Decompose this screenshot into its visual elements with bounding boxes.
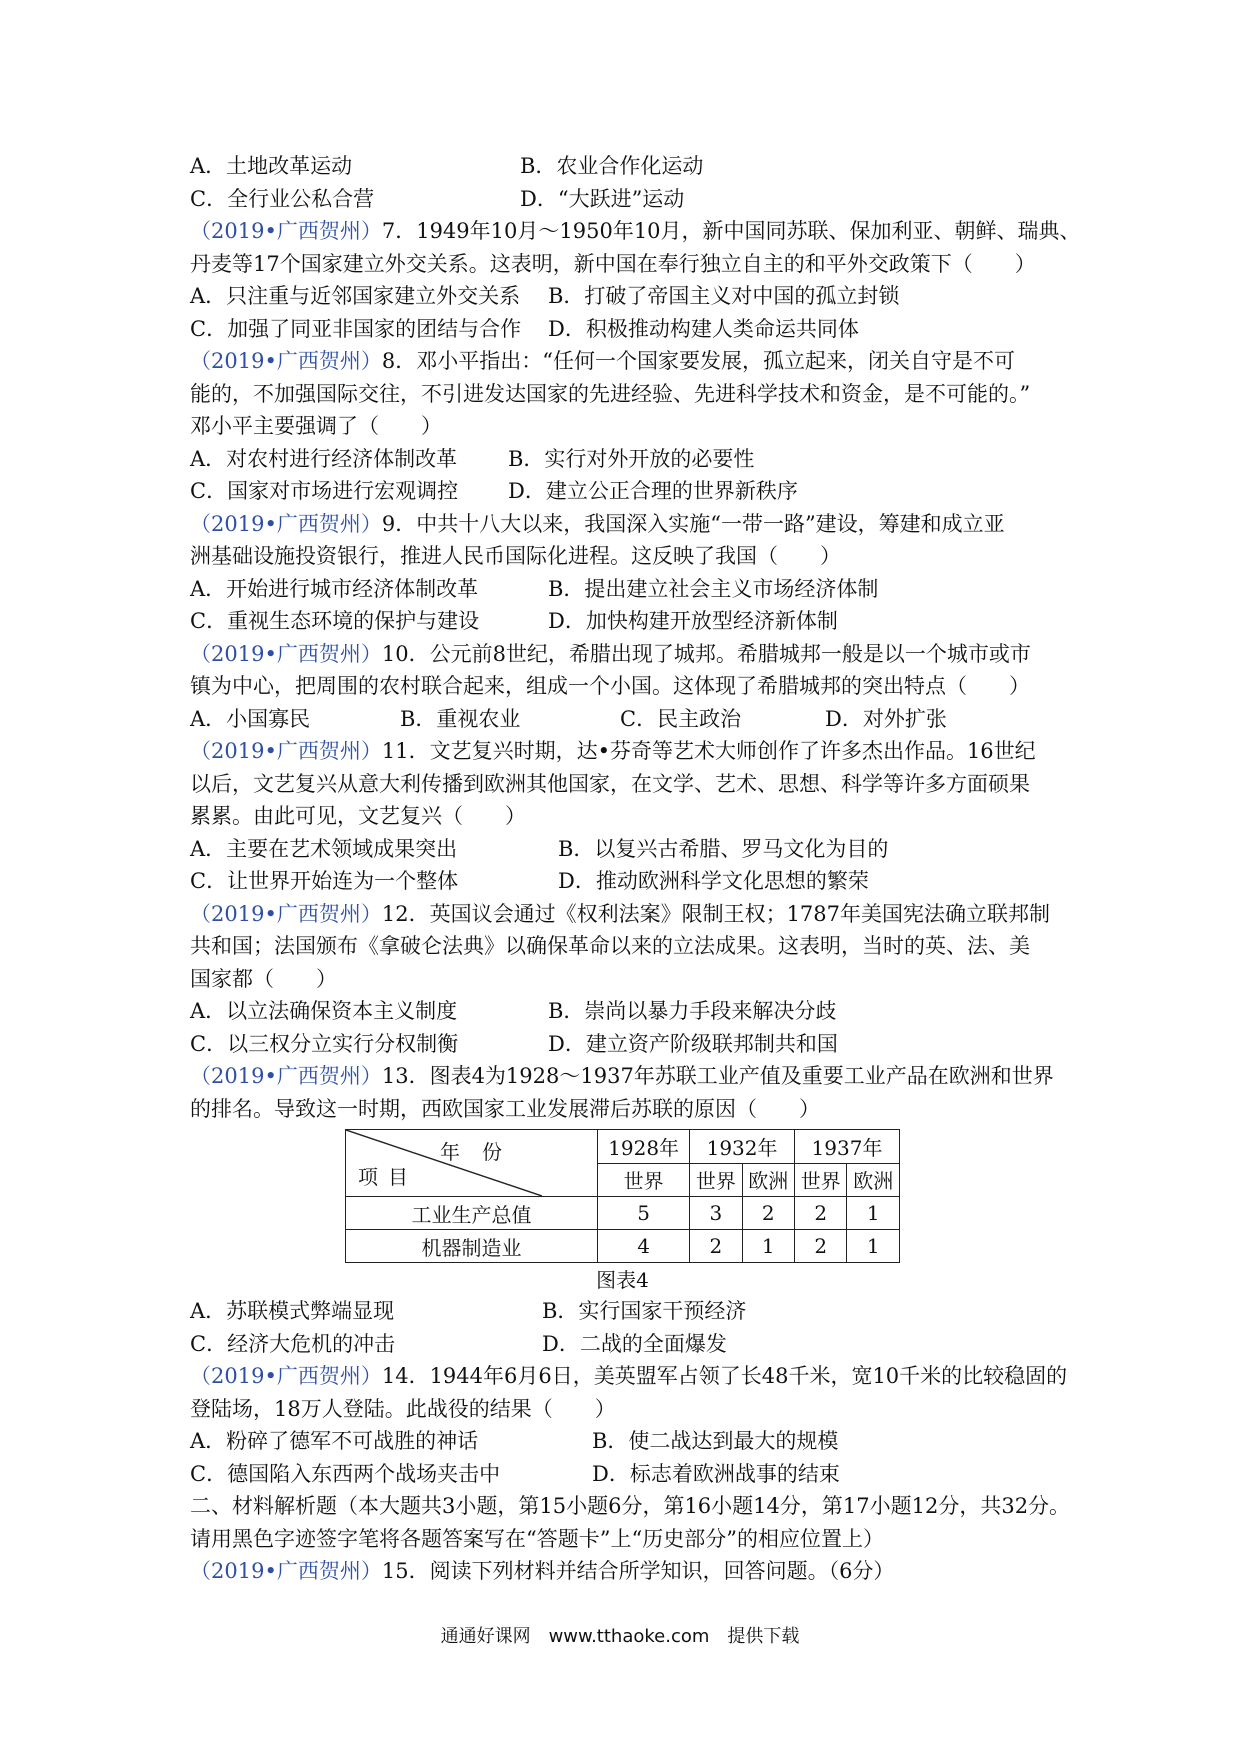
exam-page: [190, 150, 1081, 1588]
q8-stem-line1: [190, 345, 1062, 378]
q10-options-row: [190, 703, 1062, 736]
q13-option-d: D．二战的全面爆发: [542, 1331, 727, 1356]
q7-stem-line2: 丹麦等17个国家建立外交关系。这表明，新中国在奉行独立自主的和平外交政策下（ ）: [190, 251, 1036, 276]
q13-options-row1: [190, 1295, 1062, 1328]
q11-option-c: C．让世界开始连为一个整体: [190, 869, 459, 893]
q12-option-c: C．以三权分立实行分权制衡: [190, 1031, 459, 1056]
q6-options-row1: [190, 150, 1062, 183]
sub-header: 欧洲: [742, 1163, 794, 1197]
q12-source: （2019•广西贺州）: [190, 901, 382, 926]
table-row: [346, 1197, 900, 1230]
section2-heading-line2: 请用黑色字迹签字笔将各题答案写在“答题卡”上“历史部分”的相应位置上）: [190, 1526, 884, 1551]
table-cell: 3: [690, 1197, 742, 1230]
table-cell: 1: [742, 1230, 794, 1263]
table-cell: 2: [795, 1230, 847, 1263]
q10-option-b: B．重视农业: [400, 706, 521, 731]
q10-stem-line1: [190, 638, 1062, 671]
q8-option-c: C．国家对市场进行宏观调控: [190, 479, 459, 503]
table-cell: 2: [690, 1230, 742, 1263]
q14-options-row1: [190, 1425, 1062, 1458]
q11-option-a: A．主要在艺术领域成果突出: [190, 836, 458, 861]
q12-options-row1: [190, 995, 1062, 1028]
q9-options-row1: [190, 573, 1062, 606]
q12-stem-line3: 国家都（ ）: [190, 966, 337, 991]
row-label: 机器制造业: [346, 1230, 598, 1263]
q9-options-row2: [190, 605, 1062, 638]
q11-option-b: B．以复兴古希腊、罗马文化为目的: [558, 836, 889, 861]
q7-option-c: C．加强了同亚非国家的团结与合作: [190, 316, 522, 341]
corner-header-year: 年份: [440, 1140, 524, 1164]
q12-option-a: A．以立法确保资本主义制度: [190, 999, 458, 1023]
q7-options-row2: [190, 313, 1062, 346]
q11-options-row2: [190, 865, 1062, 898]
year-header-1937: 1937年: [795, 1130, 900, 1164]
sub-header: 世界: [598, 1163, 690, 1197]
q15-source: （2019•广西贺州）: [190, 1559, 382, 1583]
q13-option-a: A．苏联模式弊端显现: [190, 1299, 395, 1323]
q10-option-a: A．小国寡民: [190, 706, 311, 731]
table-corner-cell: [346, 1130, 598, 1197]
q9-option-a: A．开始进行城市经济体制改革: [190, 576, 479, 601]
q12-option-d: D．建立资产阶级联邦制共和国: [548, 1031, 838, 1056]
q12-text1: 12．英国议会通过《权利法案》限制王权；1787年美国宪法确立联邦制: [381, 901, 1051, 926]
q8-source: （2019•广西贺州）: [190, 349, 382, 373]
q6-options-row2: [190, 183, 1062, 216]
chart-4-table: [345, 1129, 900, 1263]
q7-option-b: B．打破了帝国主义对中国的孤立封锁: [548, 284, 900, 308]
q14-option-d: D．标志着欧洲战事的结束: [592, 1461, 840, 1486]
q13-stem-line1: [190, 1060, 1062, 1093]
q7-source: （2019•广西贺州）: [190, 219, 382, 243]
q8-option-a: A．对农村进行经济体制改革: [190, 446, 458, 471]
q7-options-row1: [190, 280, 1062, 313]
year-header-1928: 1928年: [598, 1130, 690, 1164]
q14-option-b: B．使二战达到最大的规模: [592, 1429, 839, 1453]
table-cell: 5: [598, 1197, 690, 1230]
q8-option-b: B．实行对外开放的必要性: [508, 446, 755, 471]
q10-option-c: C．民主政治: [620, 706, 742, 731]
q13-stem-line2: 的排名。导致这一时期，西欧国家工业发展滞后苏联的原因（ ）: [190, 1096, 820, 1121]
q14-option-a: A．粉碎了德军不可战胜的神话: [190, 1429, 479, 1453]
sub-header: 世界: [690, 1163, 742, 1197]
q9-option-d: D．加快构建开放型经济新体制: [548, 609, 838, 633]
q11-source: （2019•广西贺州）: [190, 739, 382, 763]
sub-header: 世界: [795, 1163, 847, 1197]
q7-stem-line1: [190, 215, 1081, 248]
q9-stem-line2: 洲基础设施投资银行，推进人民币国际化进程。这反映了我国（ ）: [190, 544, 841, 568]
table-cell: 2: [795, 1197, 847, 1230]
q14-stem-line2: 登陆场，18万人登陆。此战役的结果（ ）: [190, 1396, 616, 1421]
q9-text1: 9．中共十八大以来，我国深入实施“一带一路”建设，筹建和成立亚: [381, 511, 1005, 536]
q11-option-d: D．推动欧洲科学文化思想的繁荣: [558, 869, 869, 893]
q11-stem-line2: 以后，文艺复兴从意大利传播到欧洲其他国家，在文学、艺术、思想、科学等许多方面硕果: [190, 771, 1030, 796]
q14-options-row2: [190, 1458, 1062, 1491]
table-cell: 1: [847, 1197, 900, 1230]
q10-text1: 10．公元前8世纪，希腊出现了城邦。希腊城邦一般是以一个城市或市: [381, 641, 1031, 666]
q8-stem-line3: 邓小平主要强调了（ ）: [190, 414, 442, 438]
sub-header: 欧洲: [847, 1163, 900, 1197]
corner-header-item: 项目: [358, 1165, 418, 1189]
q7-option-d: D．积极推动构建人类命运共同体: [548, 316, 859, 341]
q14-option-c: C．德国陷入东西两个战场夹击中: [190, 1461, 501, 1486]
q6-option-c: C．全行业公私合营: [190, 186, 375, 211]
table-row: [346, 1230, 900, 1263]
q12-option-b: B．崇尚以暴力手段来解决分歧: [548, 999, 837, 1023]
q11-text1: 11．文艺复兴时期，达•芬奇等艺术大师创作了许多杰出作品。16世纪: [381, 739, 1036, 763]
chart-4-table-wrap: [345, 1129, 900, 1295]
q12-options-row2: [190, 1028, 1062, 1061]
q8-options-row2: [190, 475, 1062, 508]
table-cell: 4: [598, 1230, 690, 1263]
table-cell: 1: [847, 1230, 900, 1263]
q12-stem-line2: 共和国；法国颁布《拿破仑法典》以确保革命以来的立法成果。这表明，当时的英、法、美: [190, 934, 1030, 958]
q14-text1: 14．1944年6月6日，美英盟军占领了长48千米，宽10千米的比较稳固的: [381, 1364, 1068, 1388]
q9-source: （2019•广西贺州）: [190, 511, 382, 536]
q8-text1: 8．邓小平指出：“任何一个国家要发展，孤立起来，闭关自守是不可: [381, 349, 1015, 373]
q7-option-a: A．只注重与近邻国家建立外交关系: [190, 284, 521, 308]
q6-option-b: B．农业合作化运动: [520, 154, 704, 178]
table-caption: 图表4: [596, 1268, 649, 1292]
q11-stem-line3: 累累。由此可见，文艺复兴（ ）: [190, 804, 526, 828]
q8-stem-line2: 能的，不加强国际交往，不引进发达国家的先进经验、先进科学技术和资金，是不可能的。”: [190, 381, 1031, 406]
q9-stem-line1: [190, 508, 1062, 541]
q9-option-c: C．重视生态环境的保护与建设: [190, 609, 480, 633]
q13-source: （2019•广西贺州）: [190, 1064, 382, 1088]
q12-stem-line1: [190, 898, 1062, 931]
section2-heading-line1: 二、材料解析题（本大题共3小题，第15小题6分，第16小题14分，第17小题12分，共32分。: [190, 1494, 1071, 1518]
year-header-1932: 1932年: [690, 1130, 795, 1164]
q11-options-row1: [190, 833, 1062, 866]
q15-stem-line1: [190, 1555, 1062, 1588]
q13-options-row2: [190, 1328, 1062, 1361]
q7-text1: 7．1949年10月～1950年10月，新中国同苏联、保加利亚、朝鲜、瑞典、: [381, 219, 1081, 243]
row-label: 工业生产总值: [346, 1197, 598, 1230]
q14-source: （2019•广西贺州）: [190, 1364, 382, 1388]
q10-stem-line2: 镇为中心，把周围的农村联合起来，组成一个小国。这体现了希腊城邦的突出特点（ ）: [190, 674, 1030, 698]
q10-source: （2019•广西贺州）: [190, 641, 382, 666]
page-footer: 通通好课网 www.tthaoke.com 提供下载: [440, 1626, 800, 1647]
q14-stem-line1: [190, 1360, 1068, 1393]
q15-text1: 15．阅读下列材料并结合所学知识，回答问题。（6分）: [381, 1559, 895, 1583]
q13-text1: 13．图表4为1928～1937年苏联工业产值及重要工业产品在欧洲和世界: [381, 1064, 1054, 1088]
q13-option-b: B．实行国家干预经济: [542, 1299, 747, 1323]
q11-stem-line1: [190, 735, 1062, 768]
q9-option-b: B．提出建立社会主义市场经济体制: [548, 576, 879, 601]
q13-option-c: C．经济大危机的冲击: [190, 1331, 396, 1356]
q8-options-row1: [190, 443, 1062, 476]
table-cell: 2: [742, 1197, 794, 1230]
q6-option-d: D．“大跃进”运动: [520, 186, 685, 211]
q6-option-a: A．土地改革运动: [190, 154, 353, 178]
q8-option-d: D．建立公正合理的世界新秩序: [508, 479, 798, 503]
q10-option-d: D．对外扩张: [825, 706, 947, 731]
